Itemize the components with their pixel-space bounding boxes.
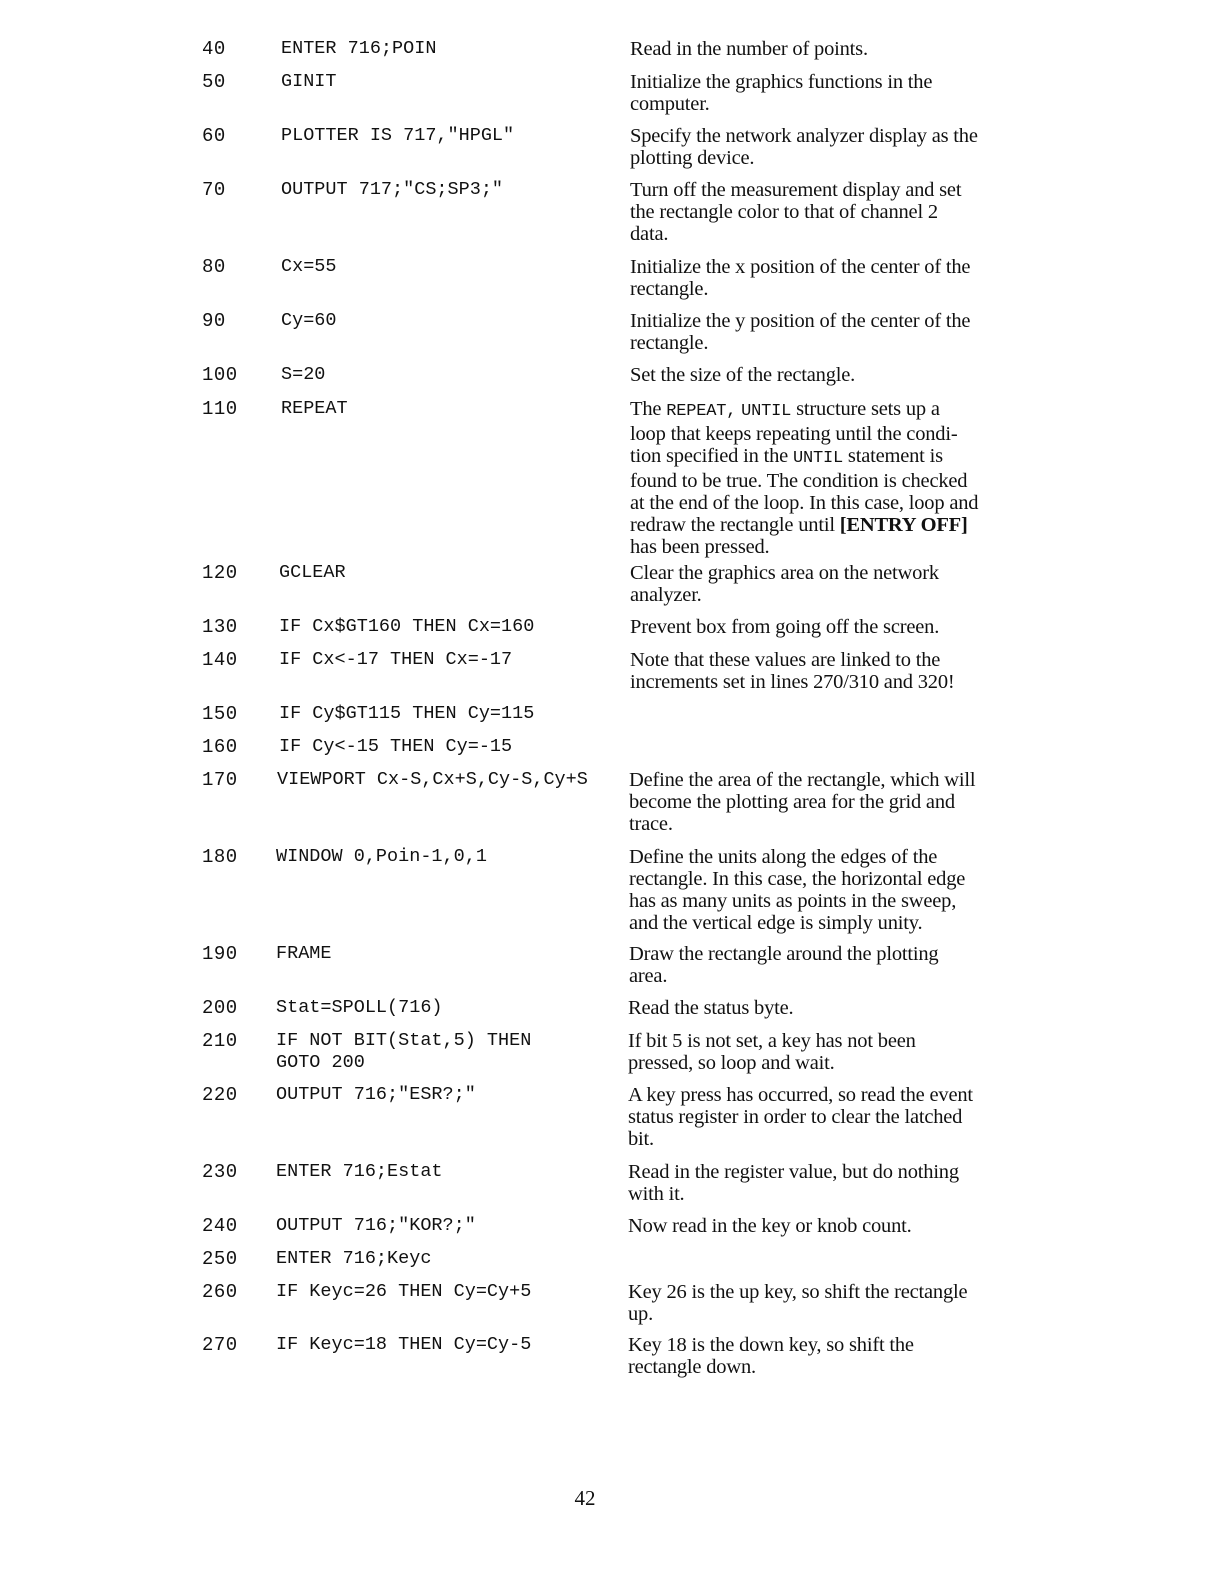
code-statement: OUTPUT 716;"KOR?;": [276, 1215, 476, 1236]
code-statement: PLOTTER IS 717,"HPGL": [281, 125, 515, 146]
code-statement: IF Keyc=18 THEN Cy=Cy-5: [276, 1334, 532, 1355]
code-description: Read in the register value, but do nothing with it.: [628, 1161, 959, 1205]
line-number: 50: [202, 71, 226, 93]
code-description: Read the status byte.: [628, 997, 794, 1019]
code-description: A key press has occurred, so read the event status register in order to clear the latched bit.: [628, 1084, 973, 1150]
code-statement: GCLEAR: [279, 562, 346, 583]
description-fragment: has been pressed.: [630, 536, 770, 558]
code-statement: FRAME: [276, 943, 332, 964]
code-statement: S=20: [281, 364, 326, 385]
code-statement: VIEWPORT Cx-S,Cx+S,Cy-S,Cy+S: [277, 769, 588, 790]
code-description: Initialize the x position of the center of the rectangle.: [630, 256, 971, 300]
line-number: 70: [202, 179, 226, 201]
line-number: 190: [202, 943, 238, 965]
code-description: Define the units along the edges of the rectangle. In this case, the horizontal edge has as many units as points in the sweep, and the vertical edge is simply unity.: [629, 846, 966, 934]
code-statement: GINIT: [281, 71, 337, 92]
code-statement: ENTER 716;Keyc: [276, 1248, 432, 1269]
code-statement: IF NOT BIT(Stat,5) THEN GOTO 200: [276, 1030, 532, 1073]
code-statement: WINDOW 0,Poin-1,0,1: [276, 846, 487, 867]
line-number: 240: [202, 1215, 238, 1237]
description-fragment: REPEAT,: [666, 402, 737, 421]
code-description: Read in the number of points.: [630, 38, 868, 60]
line-number: 160: [202, 736, 238, 758]
code-description: Key 18 is the down key, so shift the rectangle down.: [628, 1334, 914, 1378]
line-number: 210: [202, 1030, 238, 1052]
description-fragment: UNTIL: [792, 449, 843, 468]
code-statement: IF Cx$GT160 THEN Cx=160: [279, 616, 535, 637]
line-number: 90: [202, 310, 226, 332]
code-description: Set the size of the rectangle.: [630, 364, 856, 386]
code-statement: Cx=55: [281, 256, 337, 277]
code-statement: OUTPUT 716;"ESR?;": [276, 1084, 476, 1105]
code-statement: IF Cx<-17 THEN Cx=-17: [279, 649, 513, 670]
code-description: Turn off the measurement display and set the rectangle color to that of channel 2 data.: [630, 179, 962, 245]
line-number: 60: [202, 125, 226, 147]
line-number: 220: [202, 1084, 238, 1106]
line-number: 260: [202, 1281, 238, 1303]
code-description: Key 26 is the up key, so shift the rectangle up.: [628, 1281, 968, 1325]
code-statement: Stat=SPOLL(716): [276, 997, 443, 1018]
line-number: 120: [202, 562, 238, 584]
description-fragment: structure sets up a loop that keeps repeating until the condi- tion specified in the: [630, 398, 958, 467]
code-description: Prevent box from going off the screen.: [630, 616, 940, 638]
code-statement: ENTER 716;Estat: [276, 1161, 443, 1182]
line-number: 150: [202, 703, 238, 725]
line-number: 180: [202, 846, 238, 868]
line-number: 200: [202, 997, 238, 1019]
description-fragment: UNTIL: [741, 402, 792, 421]
line-number: 250: [202, 1248, 238, 1270]
code-description: [630, 398, 1025, 558]
code-description: Draw the rectangle around the plotting area.: [629, 943, 939, 987]
code-description: If bit 5 is not set, a key has not been pressed, so loop and wait.: [628, 1030, 916, 1074]
code-description: Clear the graphics area on the network analyzer.: [630, 562, 939, 606]
line-number: 100: [202, 364, 238, 386]
description-fragment: [ENTRY OFF]: [839, 514, 968, 536]
description-fragment: The: [630, 398, 667, 420]
code-statement: REPEAT: [281, 398, 348, 419]
code-statement: OUTPUT 717;"CS;SP3;": [281, 179, 504, 200]
code-description: Note that these values are linked to the increments set in lines 270/310 and 320!: [630, 649, 955, 693]
line-number: 110: [202, 398, 238, 420]
code-description: Initialize the graphics functions in the computer.: [630, 71, 933, 115]
code-description: Define the area of the rectangle, which will become the plotting area for the grid and trace.: [629, 769, 976, 835]
code-statement: Cy=60: [281, 310, 337, 331]
code-statement: ENTER 716;POIN: [281, 38, 437, 59]
line-number: 140: [202, 649, 238, 671]
page-number: 42: [574, 1486, 596, 1510]
line-number: 170: [202, 769, 238, 791]
code-description: Now read in the key or knob count.: [628, 1215, 912, 1237]
code-description: Initialize the y position of the center of the rectangle.: [630, 310, 971, 354]
code-statement: IF Keyc=26 THEN Cy=Cy+5: [276, 1281, 532, 1302]
code-statement: IF Cy<-15 THEN Cy=-15: [279, 736, 513, 757]
description-fragment: statement is found to be true. The condition is checked at the end of the loop. In this case, loop and redraw the rectangle until: [630, 445, 979, 536]
line-number: 40: [202, 38, 226, 60]
code-statement: IF Cy$GT115 THEN Cy=115: [279, 703, 535, 724]
line-number: 270: [202, 1334, 238, 1356]
code-description: Specify the network analyzer display as the plotting device.: [630, 125, 978, 169]
line-number: 130: [202, 616, 238, 638]
line-number: 80: [202, 256, 226, 278]
line-number: 230: [202, 1161, 238, 1183]
